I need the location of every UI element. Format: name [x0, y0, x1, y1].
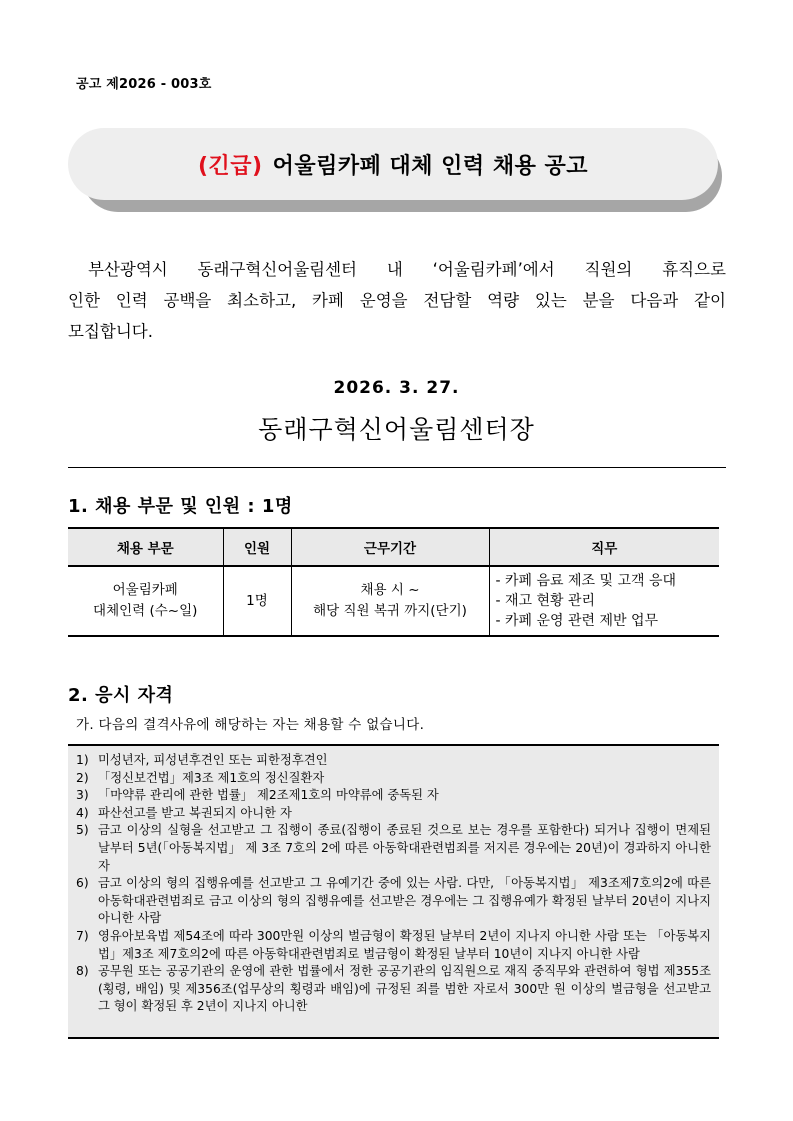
list-item	[76, 963, 711, 1016]
item-text: 「정신보건법」제3조 제1호의 정신질환자	[98, 770, 325, 785]
division-cell	[68, 566, 223, 636]
disqualification-list	[68, 744, 719, 1039]
signatory: 동래구혁신어울림센터장	[258, 415, 535, 444]
item-number: 1)	[76, 753, 89, 767]
division-line: 어울림카페	[112, 582, 178, 598]
list-item	[76, 770, 711, 788]
period-line: 채용 시 ~	[360, 582, 420, 598]
section2-heading: 2. 응시 자격	[68, 685, 174, 706]
period-line: 해당 직원 복귀 까지(단기)	[313, 603, 467, 619]
notice-date: 2026. 3. 27.	[333, 378, 460, 398]
list-item	[76, 875, 711, 928]
item-number: 3)	[76, 788, 89, 803]
intro-line: 모집합니다.	[68, 322, 153, 341]
item-text: 금고 이상의 실형을 선고받고 그 집행이 종료(집행이 종료된 것으로 보는 경우를 포함한다) 되거나 집행이 면제된 날부터 5년(「아동복지법」 제 3조 7호의 2에 따른 아동학대관련범죄를 저지른 경우에는 20년)이 경과하지 아니한 자	[98, 823, 711, 873]
item-text: 파산선고를 받고 복권되지 아니한 자	[98, 805, 292, 820]
list-item	[76, 752, 711, 770]
item-number: 5)	[76, 823, 89, 838]
duty-item: - 카페 음료 제조 및 고객 응대	[495, 573, 677, 589]
page-title: 어울림카페 대체 인력 채용 공고	[272, 153, 589, 179]
column-header: 채용 부문	[68, 528, 223, 566]
item-number: 4)	[76, 805, 89, 820]
division-line: 대체인력 (수~일)	[93, 603, 198, 619]
divider	[68, 467, 726, 468]
section1-heading: 1. 채용 부문 및 인원 : 1명	[68, 496, 293, 517]
headcount-cell: 1명	[223, 566, 291, 636]
column-header: 근무기간	[291, 528, 489, 566]
item-text: 「마약류 관리에 관한 법률」 제2조제1호의 마약류에 중독된 자	[98, 788, 439, 803]
recruitment-table	[68, 527, 719, 637]
period-cell	[291, 566, 489, 636]
item-text: 미성년자, 피성년후견인 또는 피한정후견인	[98, 753, 328, 767]
intro-line: 인한 인력 공백을 최소하고, 카페 운영을 전담할 역량 있는 분을 다음과 같이	[68, 291, 726, 310]
list-item	[76, 805, 711, 823]
title-banner	[68, 128, 718, 200]
item-number: 7)	[76, 928, 89, 943]
column-header: 직무	[489, 528, 719, 566]
duty-item: - 재고 현황 관리	[495, 593, 596, 609]
duty-item: - 카페 운영 관련 제반 업무	[495, 613, 659, 629]
urgent-label: (긴급)	[197, 153, 263, 179]
notice-number: 공고 제2026 - 003호	[76, 77, 212, 92]
table-row	[68, 566, 719, 636]
section2-subheading: 가. 다음의 결격사유에 해당하는 자는 채용할 수 없습니다.	[76, 717, 425, 733]
list-item	[76, 822, 711, 875]
item-text: 금고 이상의 형의 집행유예를 선고받고 그 유예기간 중에 있는 사람. 다만, 「아동복지법」 제3조제7호의2에 따른 아동학대관련범죄로 금고 이상의 형의 집행유예를 선고받은 경우에는 그 집행유예가 확정된 날부터 20년이 지나지 아니한 사람	[98, 876, 711, 926]
list-item	[76, 787, 711, 805]
item-number: 2)	[76, 770, 89, 785]
table-header-row	[68, 528, 719, 566]
list-item	[76, 928, 711, 963]
item-text: 공무원 또는 공공기관의 운영에 관한 법률에서 정한 공공기관의 임직원으로 재직 중직무와 관련하여 형법 제355조(횡령, 배임) 및 제356조(업무상의 횡령과 배임)에 규정된 죄를 범한 자로서 300만 원 이상의 벌금형을 선고받고 그 형이 확정된 후 2년이 지나지 아니한	[98, 964, 711, 1014]
column-header: 인원	[223, 528, 291, 566]
item-text: 영유아보육법 제54조에 따라 300만원 이상의 벌금형이 확정된 날부터 2년이 지나지 아니한 사람 또는 「아동복지법」제3조 제7호의2에 따른 아동학대관련범죄로 벌금형이 확정된 날부터 10년이 지나지 아니한 사람	[98, 928, 711, 961]
item-number: 8)	[76, 964, 89, 979]
intro-line: 부산광역시 동래구혁신어울림센터 내 ‘어울림카페’에서 직원의 휴직으로	[88, 260, 726, 279]
item-number: 6)	[76, 876, 89, 891]
duties-cell	[489, 566, 719, 636]
intro-paragraph	[68, 254, 726, 347]
